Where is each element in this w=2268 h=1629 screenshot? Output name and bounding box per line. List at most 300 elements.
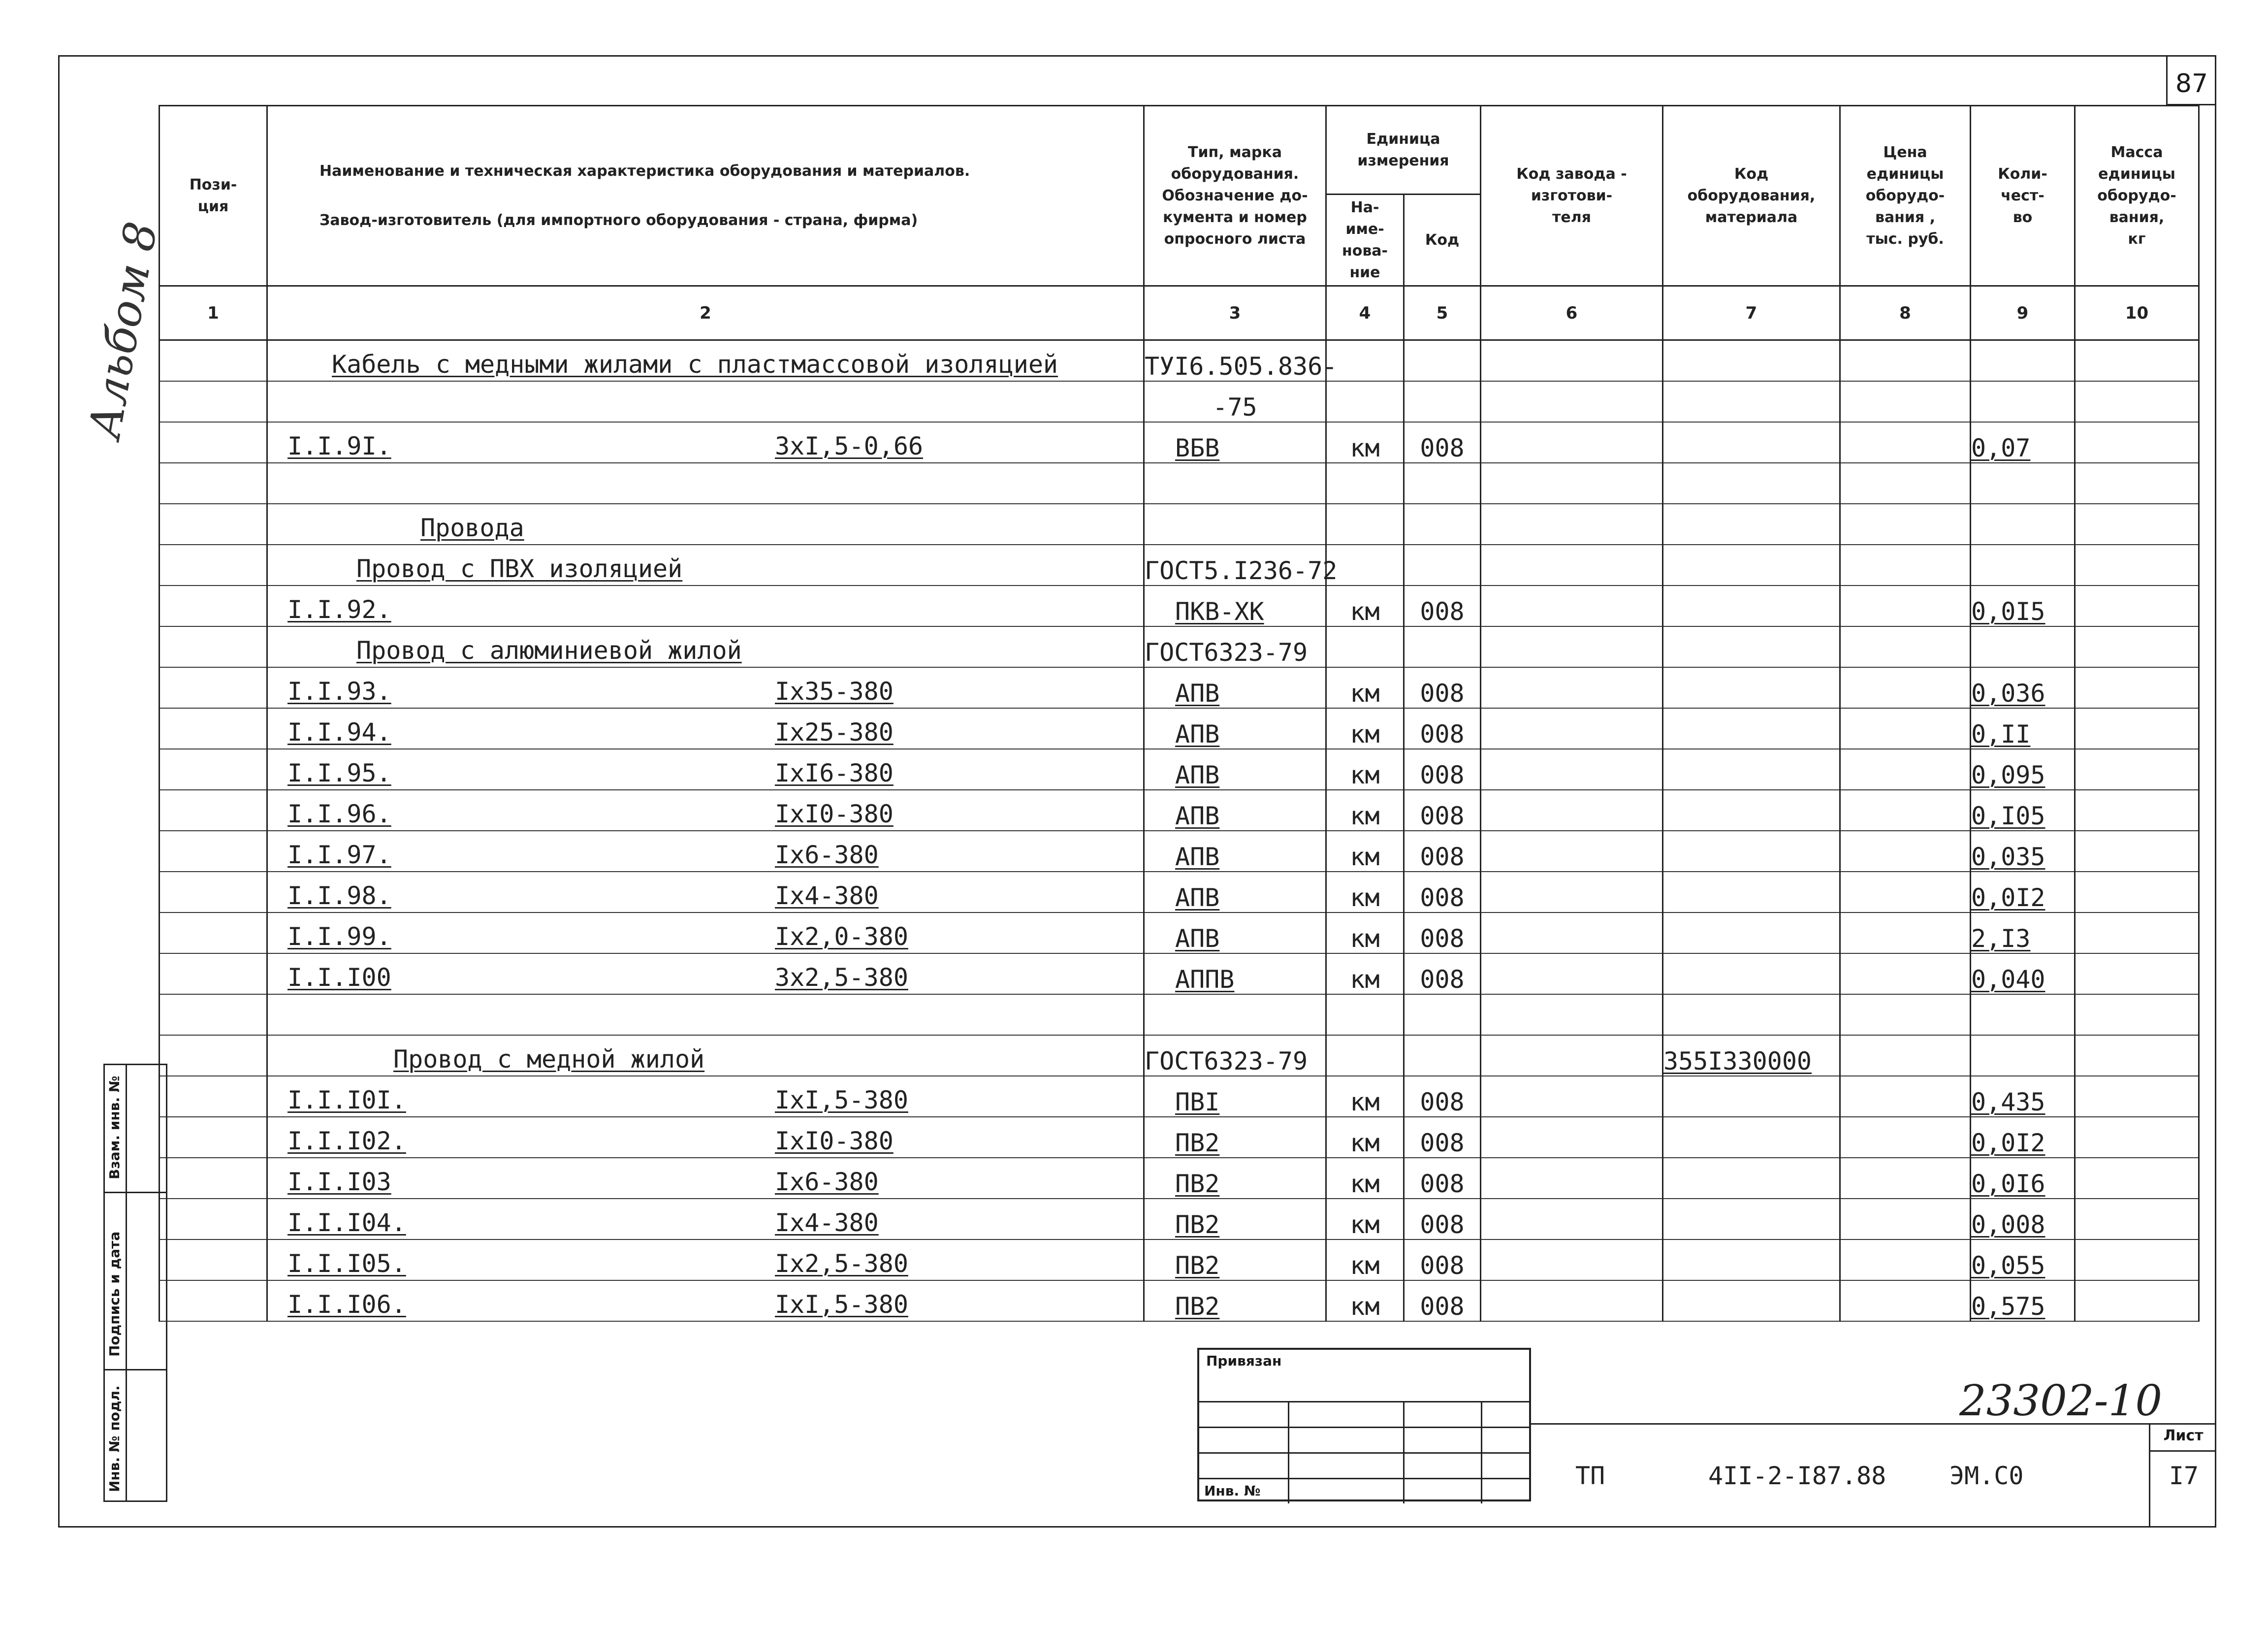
cell-price xyxy=(1840,463,1971,504)
table-row xyxy=(160,790,2199,831)
cell-quantity xyxy=(1971,1239,2075,1280)
cell-quantity xyxy=(1971,545,2075,586)
cell-blank xyxy=(160,667,267,708)
cell-type xyxy=(1144,872,1326,912)
cell-blank xyxy=(160,994,267,1035)
cell-equipment-code xyxy=(1663,831,1840,872)
cell-blank xyxy=(160,340,267,381)
cell-plant-code xyxy=(1481,545,1663,586)
sheet-box-divider xyxy=(2149,1450,2216,1452)
item-type: АПВ xyxy=(1175,679,1220,708)
item-unit: км xyxy=(1350,679,1380,708)
item-spec: Iх4-380 xyxy=(775,1208,879,1237)
cell-unit xyxy=(1326,994,1404,1035)
cell-name xyxy=(267,504,1144,545)
cell-price xyxy=(1840,1158,1971,1199)
cell-name xyxy=(267,667,1144,708)
cell-type xyxy=(1144,790,1326,831)
cell-name xyxy=(267,749,1144,790)
cell-mass xyxy=(2075,1035,2199,1076)
item-unit-code: 008 xyxy=(1420,760,1465,789)
cell-blank xyxy=(160,1158,267,1199)
cell-plant-code xyxy=(1481,504,1663,545)
item-quantity: 0,055 xyxy=(1971,1251,2045,1280)
cell-unit xyxy=(1326,586,1404,626)
item-unit-code: 008 xyxy=(1420,883,1465,912)
cell-price xyxy=(1840,953,1971,994)
cell-unit-code xyxy=(1404,381,1481,422)
item-position: I.I.I05. xyxy=(287,1249,406,1278)
series-tp: ТП xyxy=(1575,1462,1605,1490)
table-row xyxy=(160,872,2199,912)
item-spec: Iх4-380 xyxy=(775,881,879,910)
cell-price xyxy=(1840,545,1971,586)
cell-unit xyxy=(1326,1239,1404,1280)
cell-unit-code xyxy=(1404,1199,1481,1239)
item-quantity: 0,I05 xyxy=(1971,801,2045,830)
cell-equipment-code xyxy=(1663,545,1840,586)
item-type: АПВ xyxy=(1175,924,1220,953)
item-quantity: 0,435 xyxy=(1971,1087,2045,1116)
cell-quantity xyxy=(1971,504,2075,545)
cell-plant-code xyxy=(1481,626,1663,667)
item-unit: км xyxy=(1350,1210,1380,1239)
table-row xyxy=(160,422,2199,463)
cell-equipment-code xyxy=(1663,422,1840,463)
header-name: Наименование и техническая характеристика оборудования и материалов. Завод-изготовитель (для импортного оборудования - страна, фирма) xyxy=(267,106,1144,286)
cell-name xyxy=(267,586,1144,626)
table-row xyxy=(160,381,2199,422)
item-type: АПВ xyxy=(1175,719,1220,749)
item-spec: Iх6-380 xyxy=(775,1167,879,1196)
item-position: I.I.I0I. xyxy=(287,1085,406,1114)
section-title: Кабель с медными жилами с пластмассовой изоляцией xyxy=(332,350,1058,379)
item-quantity: 0,0I5 xyxy=(1971,597,2045,626)
cell-mass xyxy=(2075,463,2199,504)
item-quantity: 0,0I2 xyxy=(1971,883,2045,912)
cell-name xyxy=(267,790,1144,831)
cell-plant-code xyxy=(1481,1076,1663,1117)
cell-equipment-code xyxy=(1663,586,1840,626)
item-quantity: 0,035 xyxy=(1971,842,2045,871)
cell-plant-code xyxy=(1481,749,1663,790)
cell-unit xyxy=(1326,872,1404,912)
cell-plant-code xyxy=(1481,1280,1663,1321)
item-unit-code: 008 xyxy=(1420,842,1465,871)
cell-type xyxy=(1144,381,1326,422)
item-spec: 3xI,5-0,66 xyxy=(775,431,924,460)
cell-name xyxy=(267,626,1144,667)
cell-unit-code xyxy=(1404,504,1481,545)
table-row xyxy=(160,994,2199,1035)
cell-price xyxy=(1840,831,1971,872)
item-spec: IхI6-380 xyxy=(775,758,894,787)
cell-unit-code xyxy=(1404,667,1481,708)
item-spec: Iх2,0-380 xyxy=(775,922,908,951)
cell-type xyxy=(1144,1076,1326,1117)
cell-blank xyxy=(160,381,267,422)
item-quantity: 0,095 xyxy=(1971,760,2045,789)
item-position: I.I.98. xyxy=(287,881,391,910)
cell-mass xyxy=(2075,1199,2199,1239)
item-type: АПВ xyxy=(1175,842,1220,871)
item-quantity: 0,0I6 xyxy=(1971,1169,2045,1198)
cell-blank xyxy=(160,708,267,749)
section-title: Провод с медной жилой xyxy=(393,1044,705,1074)
column-number: 10 xyxy=(2075,286,2199,340)
header-equipment-code: Код оборудования, материала xyxy=(1663,106,1840,286)
cell-unit xyxy=(1326,1076,1404,1117)
item-spec: IхI0-380 xyxy=(775,799,894,828)
cell-type xyxy=(1144,545,1338,586)
cell-unit-code xyxy=(1404,1280,1481,1321)
cell-plant-code xyxy=(1481,1035,1663,1076)
cell-blank xyxy=(160,1199,267,1239)
table-row xyxy=(160,586,2199,626)
cell-unit-code xyxy=(1404,1035,1481,1076)
cell-name xyxy=(267,1239,1144,1280)
cell-quantity xyxy=(1971,1035,2075,1076)
cell-unit xyxy=(1326,504,1404,545)
item-type: АПВ xyxy=(1175,760,1220,789)
cell-equipment-code xyxy=(1663,953,1840,994)
cell-type xyxy=(1144,831,1326,872)
side-label-signature: Подпись и дата xyxy=(106,1231,123,1357)
sheet-number: I7 xyxy=(2169,1462,2199,1490)
stamp-line xyxy=(1199,1427,1529,1428)
cell-unit-code xyxy=(1404,994,1481,1035)
cell-price xyxy=(1840,1076,1971,1117)
cell-unit xyxy=(1326,749,1404,790)
item-type: ПВ2 xyxy=(1175,1128,1220,1157)
cell-price xyxy=(1840,1035,1971,1076)
cell-blank xyxy=(160,545,267,586)
column-number: 7 xyxy=(1663,286,1840,340)
cell-blank xyxy=(160,953,267,994)
stamp-line xyxy=(1199,1452,1529,1454)
item-unit: км xyxy=(1350,924,1380,953)
item-unit: км xyxy=(1350,1251,1380,1280)
item-type: ВБВ xyxy=(1175,433,1220,462)
item-position: I.I.96. xyxy=(287,799,391,828)
item-unit-code: 008 xyxy=(1420,1087,1465,1116)
cell-name xyxy=(267,1035,1144,1076)
cell-unit xyxy=(1326,1199,1404,1239)
cell-plant-code xyxy=(1481,872,1663,912)
item-position: I.I.92. xyxy=(287,595,391,624)
item-unit: км xyxy=(1350,1087,1380,1116)
item-unit: км xyxy=(1350,883,1380,912)
item-spec: 3х2,5-380 xyxy=(775,963,908,992)
item-type: ПВ2 xyxy=(1175,1169,1220,1198)
cell-price xyxy=(1840,340,1971,381)
cell-blank xyxy=(160,463,267,504)
table-row xyxy=(160,1158,2199,1199)
item-unit-code: 008 xyxy=(1420,1210,1465,1239)
item-type: ПКВ-ХК xyxy=(1175,597,1264,626)
cell-unit xyxy=(1326,1117,1404,1158)
cell-equipment-code xyxy=(1663,994,1840,1035)
item-quantity: 0,0I2 xyxy=(1971,1128,2045,1157)
cell-quantity xyxy=(1971,912,2075,953)
cell-plant-code xyxy=(1481,586,1663,626)
cell-plant-code xyxy=(1481,381,1663,422)
stamp-line xyxy=(1288,1401,1289,1503)
cell-plant-code xyxy=(1481,708,1663,749)
item-unit-code: 008 xyxy=(1420,801,1465,830)
item-position: I.I.93. xyxy=(287,677,391,706)
cell-unit xyxy=(1326,953,1404,994)
cell-name xyxy=(267,545,1144,586)
cell-quantity xyxy=(1971,667,2075,708)
cell-name xyxy=(267,708,1144,749)
item-position: I.I.I04. xyxy=(287,1208,406,1237)
cell-plant-code xyxy=(1481,831,1663,872)
item-unit: км xyxy=(1350,1128,1380,1157)
cell-blank xyxy=(160,872,267,912)
cell-type xyxy=(1144,1280,1326,1321)
item-unit: км xyxy=(1350,597,1380,626)
cell-quantity xyxy=(1971,1158,2075,1199)
table-row xyxy=(160,1239,2199,1280)
drawing-mark: ЭМ.С0 xyxy=(1949,1462,2024,1490)
project-number: 4II-2-I87.88 xyxy=(1708,1462,1886,1490)
item-type: АПВ xyxy=(1175,883,1220,912)
cell-quantity xyxy=(1971,626,2075,667)
cell-unit-code xyxy=(1404,586,1481,626)
item-quantity: 0,040 xyxy=(1971,965,2045,994)
cell-unit-code xyxy=(1404,831,1481,872)
cell-price xyxy=(1840,749,1971,790)
cell-unit xyxy=(1326,708,1404,749)
item-type: АПВ xyxy=(1175,801,1220,830)
item-type: ПВ2 xyxy=(1175,1251,1220,1280)
cell-unit-code xyxy=(1404,463,1481,504)
cell-unit-code xyxy=(1404,340,1481,381)
cell-name xyxy=(267,953,1144,994)
cell-price xyxy=(1840,1239,1971,1280)
cell-unit xyxy=(1326,831,1404,872)
section-standard: ГОСТ5.I236-72 xyxy=(1145,556,1338,585)
item-quantity: 2,I3 xyxy=(1971,924,2031,953)
cell-plant-code xyxy=(1481,994,1663,1035)
cell-blank xyxy=(160,1035,267,1076)
cell-unit-code xyxy=(1404,1158,1481,1199)
item-unit-code: 008 xyxy=(1420,679,1465,708)
item-type: ПВ2 xyxy=(1175,1292,1220,1321)
item-quantity: 0,II xyxy=(1971,719,2031,749)
item-position: I.I.I03 xyxy=(287,1167,391,1196)
item-spec: IхI0-380 xyxy=(775,1126,894,1155)
cell-quantity xyxy=(1971,831,2075,872)
table-row xyxy=(160,749,2199,790)
table-row xyxy=(160,667,2199,708)
cell-price xyxy=(1840,1117,1971,1158)
item-unit-code: 008 xyxy=(1420,1292,1465,1321)
cell-quantity xyxy=(1971,1199,2075,1239)
cell-type xyxy=(1144,749,1326,790)
section-standard: ГОСТ6323-79 xyxy=(1145,638,1308,667)
side-divider xyxy=(103,1192,167,1193)
cell-unit-code xyxy=(1404,1076,1481,1117)
cell-price xyxy=(1840,790,1971,831)
stamp-title: Привязан xyxy=(1206,1353,1282,1369)
side-divider xyxy=(126,1064,127,1502)
cell-blank xyxy=(160,626,267,667)
cell-price xyxy=(1840,504,1971,545)
cell-price xyxy=(1840,1199,1971,1239)
cell-quantity xyxy=(1971,586,2075,626)
cell-unit-code xyxy=(1404,1239,1481,1280)
cell-unit xyxy=(1326,463,1404,504)
table-row xyxy=(160,831,2199,872)
cell-name xyxy=(267,831,1144,872)
item-spec: Iх2,5-380 xyxy=(775,1249,908,1278)
cell-name xyxy=(267,340,1144,381)
cell-price xyxy=(1840,586,1971,626)
cell-name xyxy=(267,381,1144,422)
table-row xyxy=(160,626,2199,667)
item-unit-code: 008 xyxy=(1420,597,1465,626)
cell-name xyxy=(267,994,1144,1035)
item-position: I.I.9I. xyxy=(287,431,391,460)
item-unit: км xyxy=(1350,842,1380,871)
header-plant-code: Код завода - изготови- теля xyxy=(1481,106,1663,286)
cell-price xyxy=(1840,422,1971,463)
header-mass: Масса единицы оборудо- вания, кг xyxy=(2075,106,2199,286)
cell-equipment-code xyxy=(1663,463,1840,504)
item-spec: IхI,5-380 xyxy=(775,1290,908,1319)
stamp-line xyxy=(1199,1478,1529,1479)
column-number: 3 xyxy=(1144,286,1326,340)
item-position: I.I.97. xyxy=(287,840,391,869)
material-code: 355I330000 xyxy=(1663,1046,1812,1075)
stamp-line xyxy=(1199,1401,1529,1402)
item-position: I.I.94. xyxy=(287,717,391,747)
cell-type xyxy=(1144,912,1326,953)
item-unit: км xyxy=(1350,801,1380,830)
cell-type xyxy=(1144,953,1326,994)
column-number: 5 xyxy=(1404,286,1481,340)
cell-plant-code xyxy=(1481,463,1663,504)
cell-quantity xyxy=(1971,340,2075,381)
cell-mass xyxy=(2075,1280,2199,1321)
cell-blank xyxy=(160,504,267,545)
cell-blank xyxy=(160,1239,267,1280)
item-quantity: 0,575 xyxy=(1971,1292,2045,1321)
cell-mass xyxy=(2075,381,2199,422)
cell-type xyxy=(1144,994,1326,1035)
cell-unit xyxy=(1326,422,1404,463)
cell-plant-code xyxy=(1481,1199,1663,1239)
column-number: 1 xyxy=(160,286,267,340)
cell-blank xyxy=(160,831,267,872)
cell-equipment-code xyxy=(1663,1076,1840,1117)
cell-equipment-code xyxy=(1663,1239,1840,1280)
cell-price xyxy=(1840,994,1971,1035)
cell-mass xyxy=(2075,831,2199,872)
item-position: I.I.I02. xyxy=(287,1126,406,1155)
cell-mass xyxy=(2075,1239,2199,1280)
specification-table xyxy=(159,105,2200,1322)
cell-blank xyxy=(160,586,267,626)
cell-blank xyxy=(160,749,267,790)
item-unit-code: 008 xyxy=(1420,719,1465,749)
cell-unit xyxy=(1326,1035,1404,1076)
specification-body xyxy=(160,340,2199,1321)
section-title: Провод с алюминиевой жилой xyxy=(356,636,742,665)
item-position: I.I.I06. xyxy=(287,1290,406,1319)
cell-equipment-code xyxy=(1663,1280,1840,1321)
cell-unit xyxy=(1326,1158,1404,1199)
table-row xyxy=(160,708,2199,749)
table-row xyxy=(160,545,2199,586)
cell-plant-code xyxy=(1481,953,1663,994)
cell-equipment-code xyxy=(1663,667,1840,708)
cell-price xyxy=(1840,667,1971,708)
column-number: 8 xyxy=(1840,286,1971,340)
item-quantity: 0,008 xyxy=(1971,1210,2045,1239)
cell-equipment-code xyxy=(1663,504,1840,545)
cell-equipment-code xyxy=(1663,872,1840,912)
cell-unit-code xyxy=(1404,545,1481,586)
item-unit-code: 008 xyxy=(1420,1251,1465,1280)
column-number: 4 xyxy=(1326,286,1404,340)
cell-type xyxy=(1144,463,1326,504)
header-price: Цена единицы оборудо- вания , тыс. руб. xyxy=(1840,106,1971,286)
item-quantity: 0,07 xyxy=(1971,433,2031,462)
item-spec: Iх35-380 xyxy=(775,677,894,706)
cell-quantity xyxy=(1971,749,2075,790)
cell-mass xyxy=(2075,953,2199,994)
cell-equipment-code xyxy=(1663,340,1840,381)
item-type: АППВ xyxy=(1175,965,1235,994)
cell-blank xyxy=(160,1280,267,1321)
stamp-line xyxy=(1481,1401,1482,1503)
item-spec: Iх25-380 xyxy=(775,717,894,747)
cell-equipment-code xyxy=(1663,1158,1840,1199)
item-type: ПВ2 xyxy=(1175,1210,1220,1239)
cell-name xyxy=(267,1158,1144,1199)
cell-type xyxy=(1144,626,1326,667)
cell-price xyxy=(1840,708,1971,749)
cell-equipment-code xyxy=(1663,626,1840,667)
header-unit-name: На- име- нова- ние xyxy=(1326,195,1404,286)
cell-quantity xyxy=(1971,994,2075,1035)
cell-name xyxy=(267,1076,1144,1117)
table-row xyxy=(160,953,2199,994)
cell-mass xyxy=(2075,667,2199,708)
side-divider xyxy=(103,1369,167,1370)
cell-mass xyxy=(2075,708,2199,749)
cell-mass xyxy=(2075,790,2199,831)
cell-mass xyxy=(2075,912,2199,953)
cell-equipment-code xyxy=(1663,1199,1840,1239)
cell-type xyxy=(1144,1158,1326,1199)
cell-unit-code xyxy=(1404,790,1481,831)
cell-equipment-code xyxy=(1663,749,1840,790)
cell-unit xyxy=(1326,667,1404,708)
item-type: ПВI xyxy=(1175,1087,1220,1116)
sheet-label: Лист xyxy=(2163,1427,2204,1444)
cell-mass xyxy=(2075,586,2199,626)
item-quantity: 0,036 xyxy=(1971,679,2045,708)
item-spec: IхI,5-380 xyxy=(775,1085,908,1114)
cell-mass xyxy=(2075,422,2199,463)
item-unit-code: 008 xyxy=(1420,924,1465,953)
cell-quantity xyxy=(1971,1076,2075,1117)
cell-mass xyxy=(2075,872,2199,912)
